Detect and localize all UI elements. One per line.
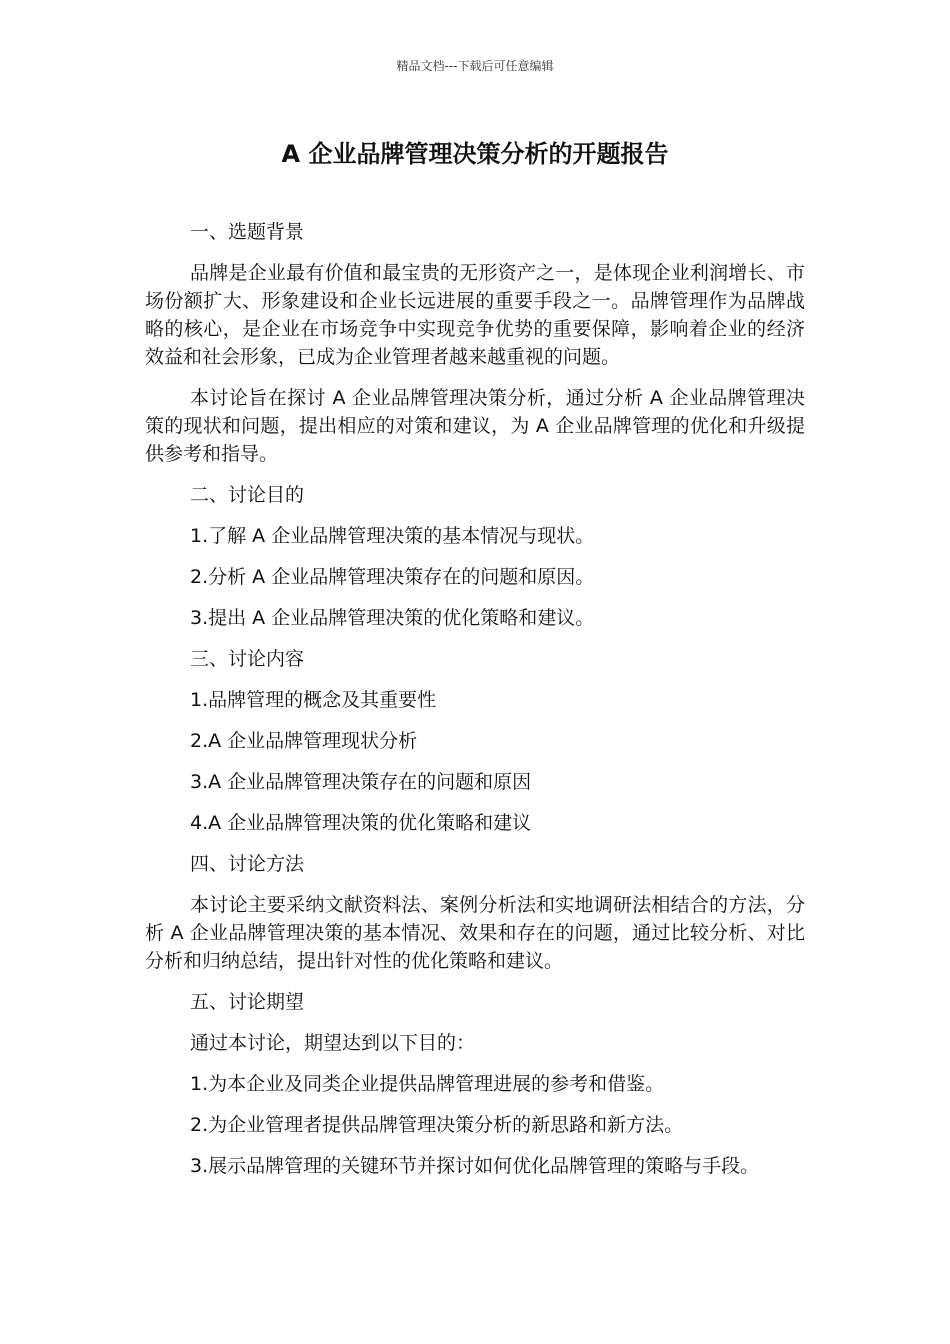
- purpose-item-3: 3.提出 A 企业品牌管理决策的优化策略和建议。: [190, 607, 595, 629]
- document-title: A 企业品牌管理决策分析的开题报告: [281, 140, 669, 168]
- section-heading-content: 三、讨论内容: [190, 648, 305, 670]
- document-body: [145, 218, 805, 1193]
- method-paragraph: 本讨论主要采纳文献资料法、案例分析法和实地调研法相结合的方法，分析 A 企业品牌管理决策的基本情况、效果和存在的问题，通过比较分析、对比分析和归纳总结，提出针对性的优化策略和建议。: [145, 894, 805, 972]
- expectation-item-1: 1.为本企业及同类企业提供品牌管理进展的参考和借鉴。: [190, 1073, 665, 1095]
- expectation-item-3: 3.展示品牌管理的关键环节并探讨如何优化品牌管理的策略与手段。: [190, 1155, 760, 1177]
- purpose-item-1: 1.了解 A 企业品牌管理决策的基本情况与现状。: [190, 525, 595, 547]
- background-paragraph-2: 本讨论旨在探讨 A 企业品牌管理决策分析，通过分析 A 企业品牌管理决策的现状和问题，提出相应的对策和建议，为 A 企业品牌管理的优化和升级提供参考和指导。: [145, 387, 805, 465]
- expectation-intro: 通过本讨论，期望达到以下目的：: [190, 1032, 476, 1054]
- content-item-2: 2.A 企业品牌管理现状分析: [190, 730, 418, 752]
- header-note: 精品文档---下载后可任意编辑: [396, 59, 554, 73]
- section-heading-expectation: 五、讨论期望: [190, 991, 305, 1013]
- content-item-1: 1.品牌管理的概念及其重要性: [190, 689, 437, 711]
- section-heading-background: 一、选题背景: [190, 221, 305, 243]
- content-item-3: 3.A 企业品牌管理决策存在的问题和原因: [190, 771, 532, 793]
- expectation-item-2: 2.为企业管理者提供品牌管理决策分析的新思路和新方法。: [190, 1114, 684, 1136]
- background-paragraph-1: 品牌是企业最有价值和最宝贵的无形资产之一，是体现企业利润增长、市场份额扩大、形象建设和企业长远进展的重要手段之一。品牌管理作为品牌战略的核心，是企业在市场竞争中实现竞争优势的重要保障，影响着企业的经济效益和社会形象，已成为企业管理者越来越重视的问题。: [145, 262, 805, 368]
- section-heading-purpose: 二、讨论目的: [190, 484, 305, 506]
- content-item-4: 4.A 企业品牌管理决策的优化策略和建议: [190, 812, 532, 834]
- purpose-item-2: 2.分析 A 企业品牌管理决策存在的问题和原因。: [190, 566, 595, 588]
- section-heading-method: 四、讨论方法: [190, 853, 305, 875]
